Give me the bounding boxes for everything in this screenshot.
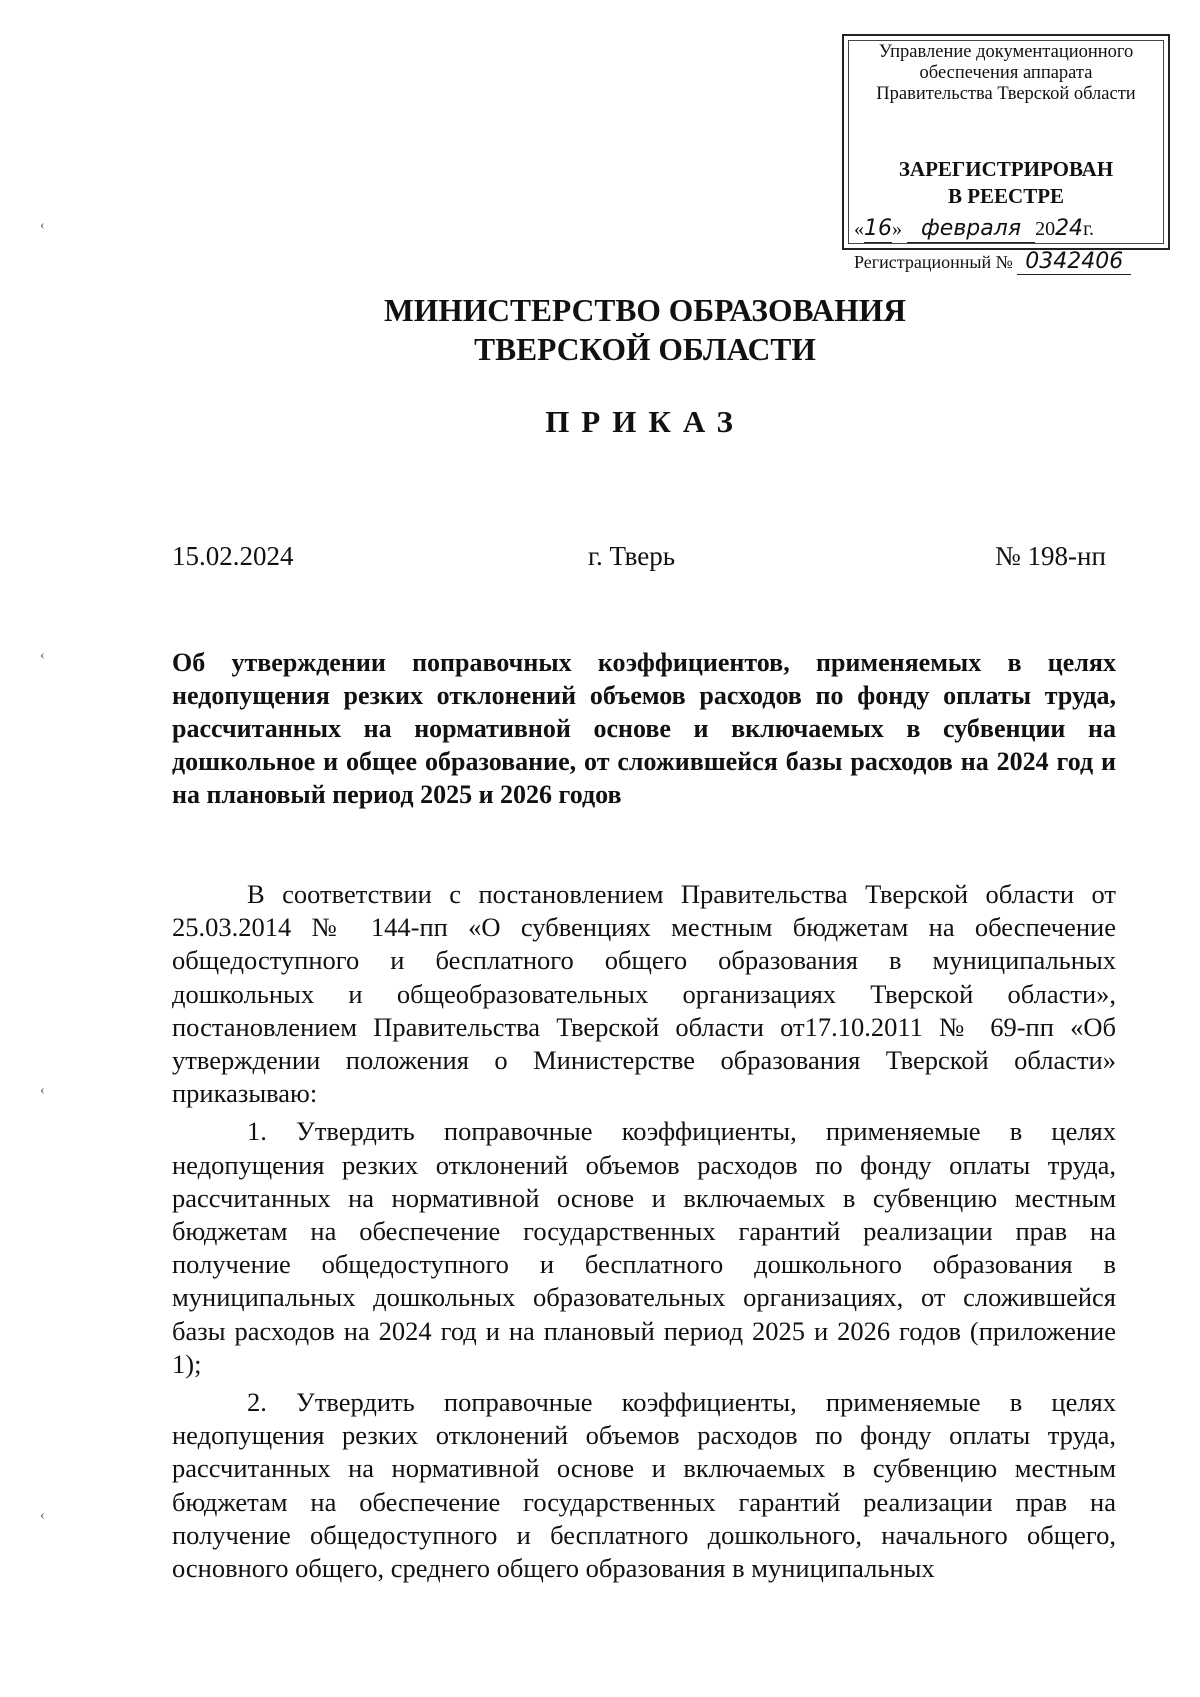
body-item-1: 1. Утвердить поправочные коэффициенты, применяемые в целях недопущения резких отклонений объемов расходов по фонду оплаты труда, рассчитанных на нормативной основе и включаемых в субвенцию местным бюджетам на обеспечение государственных гарантий реализации прав на получение общедоступного и бесплатного дошкольного образования в муниципальных дошкольных образовательных организациях, от сложившейся базы расходов на 2024 год и на плановый период 2025 и 2026 годов (приложение 1); <box>172 1116 1116 1379</box>
scan-edge-mark: ‹ <box>40 648 45 663</box>
ministry-line: МИНИСТЕРСТВО ОБРАЗОВАНИЯ <box>384 293 906 328</box>
body-item-2: 2. Утвердить поправочные коэффициенты, применяемые в целях недопущения резких отклонений объемов расходов по фонду оплаты труда, рассчитанных на нормативной основе и включаемых в субвенцию местным бюджетам на обеспечение государственных гарантий реализации прав на получение общедоступного и бесплатного дошкольного, начального общего, основного общего, среднего общего образования в муниципальных <box>172 1387 1116 1584</box>
body-intro: В соответствии с постановлением Правительства Тверской области от 25.03.2014 № 144-пп «О субвенциях местным бюджетам на обеспечение общедоступного и бесплатного общего образования в муниципальных дошкольных и общеобразовательных организациях Тверской области», постановлением Правительства Тверской области от17.10.2011 № 69-пп «Об утверждении положения о Министерстве образования Тверской области» приказываю: <box>172 879 1116 1109</box>
stamp-number: 0342406 <box>1017 250 1131 275</box>
scan-edge-mark: ‹ <box>40 218 45 233</box>
stamp-number-row <box>854 250 1162 275</box>
order-title: Об утверждении поправочных коэффициентов, применяемых в целях недопущения резких отклонений объемов расходов по фонду оплаты труда, рассчитанных на нормативной основе и включаемых в субвенции на дошкольное и общее образование, от сложившейся базы расходов на 2024 год и на плановый период 2025 и 2026 годов <box>172 648 1116 809</box>
scan-edge-mark: ‹ <box>40 1083 45 1098</box>
ministry-name <box>0 291 1200 369</box>
stamp-year-unit: г. <box>1083 218 1095 240</box>
stamp-registered-label <box>844 156 1168 210</box>
stamp-org-line: Управление документационного <box>878 42 1134 62</box>
stamp-organization <box>844 42 1168 105</box>
order-body <box>172 878 1116 1585</box>
stamp-number-label: Регистрационный № <box>854 252 1013 272</box>
stamp-reg-line: В РЕЕСТРЕ <box>947 184 1065 208</box>
ministry-line: ТВЕРСКОЙ ОБЛАСТИ <box>474 332 816 367</box>
stamp-year-prefix: 20 <box>1035 218 1056 240</box>
stamp-date-row: «16» февраля 2024г. <box>854 216 1095 241</box>
document-type: ПРИКАЗ <box>545 404 745 439</box>
order-city: г. Тверь <box>588 541 676 571</box>
stamp-org-line: Правительства Тверской области <box>876 84 1136 104</box>
stamp-month: февраля <box>907 216 1035 243</box>
stamp-year-suffix: 24 <box>1055 216 1084 241</box>
stamp-day: 16 <box>864 216 892 241</box>
stamp-org-line: обеспечения аппарата <box>919 63 1093 83</box>
order-date: 15.02.2024 <box>172 541 294 571</box>
order-number: № 198-нп <box>995 541 1106 571</box>
stamp-reg-line: ЗАРЕГИСТРИРОВАН <box>898 157 1114 181</box>
registration-stamp <box>842 34 1170 274</box>
scan-edge-mark: ‹ <box>40 1508 45 1523</box>
